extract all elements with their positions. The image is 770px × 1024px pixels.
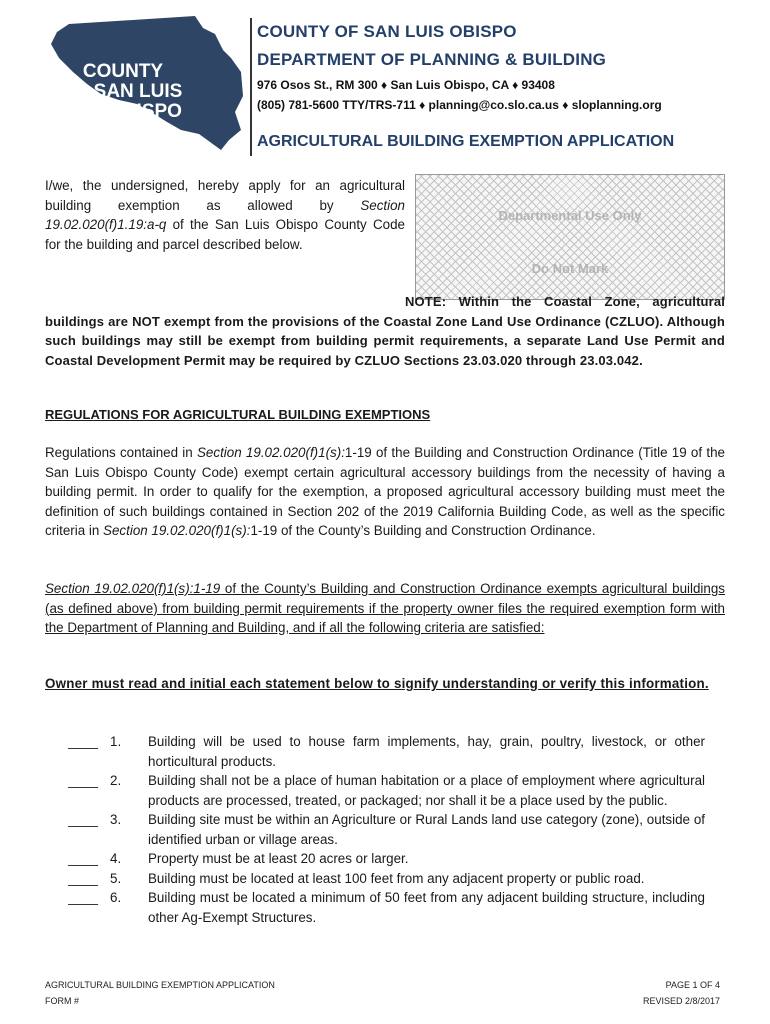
- item-number: 6.: [110, 890, 122, 905]
- exemption-criteria-paragraph: [45, 579, 725, 638]
- item-number: 4.: [110, 851, 122, 866]
- intro-paragraph: [45, 176, 405, 254]
- intro-text-c: of the San Luis Obispo County Code for the building and parcel described below.: [45, 217, 405, 252]
- departmental-use-label: Departmental Use Only: [498, 208, 642, 223]
- note-spacer: [45, 292, 405, 296]
- footer-form-title: AGRICULTURAL BUILDING EXEMPTION APPLICATION: [45, 980, 275, 990]
- list-item: [45, 869, 705, 889]
- list-item: [45, 810, 705, 849]
- contact-line: (805) 781-5600 TTY/TRS-711 ♦ planning@co.slo.ca.us ♦ sloplanning.org: [257, 98, 662, 112]
- initial-blank[interactable]: ____: [68, 890, 98, 905]
- footer-page-number: PAGE 1 OF 4: [665, 980, 720, 990]
- list-item: [45, 771, 705, 810]
- criteria-list: [45, 732, 705, 927]
- item-number: 1.: [110, 734, 122, 749]
- regs-section-ref-2: Section 19.02.020(f)1(s):: [103, 523, 251, 538]
- item-text: Building shall not be a place of human habitation or a place of employment where agricultural products are processed, treated, or packaged; nor shall it be a place used by the public.: [148, 773, 705, 808]
- address-line: 976 Osos St., RM 300 ♦ San Luis Obispo, CA ♦ 93408: [257, 78, 555, 92]
- logo-text-san-luis: SAN LUIS: [93, 81, 183, 102]
- footer-revision-date: REVISED 2/8/2017: [642, 996, 720, 1006]
- initial-blank[interactable]: ____: [68, 851, 98, 866]
- item-text: Building site must be within an Agriculture or Rural Lands land use category (zone), outside of identified urban or village areas.: [148, 812, 705, 847]
- coastal-zone-note: [45, 292, 725, 370]
- department-name: DEPARTMENT OF PLANNING & BUILDING: [257, 50, 607, 69]
- intro-section-ref: Section 19.02.020(f)1.19:a-q: [45, 197, 405, 232]
- initial-blank[interactable]: ____: [68, 773, 98, 788]
- regs-text-c: 1-19 of the Building and Construction Ordinance (Title 19 of the San Luis Obispo County Code) exempt certain agricultural accessory buildings from the necessity of having a building permit. In order to qualify for the exemption, a proposed agricultural accessory building must meet the definition of such buildings contained in Section 202 of the 2019 California Building Code, as well as the specific criteria in: [45, 445, 725, 538]
- item-text: Building must be located at least 100 feet from any adjacent property or public road.: [148, 870, 645, 886]
- logo-text-county: COUNTY: [82, 61, 164, 82]
- initial-blank[interactable]: ____: [68, 870, 98, 886]
- logo-text-of: of: [85, 88, 93, 98]
- criteria-section-ref: Section 19.02.020(f)1(s):1-19: [45, 581, 221, 596]
- list-item: [45, 849, 705, 869]
- item-number: 2.: [110, 773, 122, 788]
- logo-text-obispo: OBISPO: [108, 101, 182, 122]
- list-item: [45, 732, 705, 771]
- regs-section-ref-1: Section 19.02.020(f)1(s):: [197, 445, 345, 460]
- page-title: AGRICULTURAL BUILDING EXEMPTION APPLICATION: [257, 133, 675, 150]
- item-number: 3.: [110, 812, 122, 827]
- do-not-mark-label: Do Not Mark: [531, 261, 609, 276]
- intro-text-a: I/we, the undersigned, hereby apply for an agricultural building exemption as allowed by: [45, 178, 405, 213]
- regs-text-e: 1-19 of the County’s Building and Construction Ordinance.: [250, 523, 596, 538]
- regulations-paragraph: [45, 443, 725, 541]
- item-text: Property must be at least 20 acres or larger.: [148, 851, 409, 866]
- criteria-text: of the County’s Building and Construction Ordinance exempts agricultural buildings (as defined above) from building permit requirements if the property owner files the required exemption form with the Department of Planning and Building, and if all the following criteria are satisfied:: [45, 581, 725, 635]
- county-name: COUNTY OF SAN LUIS OBISPO: [257, 22, 517, 41]
- initial-blank[interactable]: ____: [68, 734, 98, 749]
- regulations-heading: REGULATIONS FOR AGRICULTURAL BUILDING EXEMPTIONS: [45, 407, 431, 422]
- item-text: Building must be located a minimum of 50 feet from any adjacent building structure, including other Ag-Exempt Structures.: [148, 890, 705, 925]
- footer-form-number: FORM #: [45, 996, 80, 1006]
- note-text: NOTE: Within the Coastal Zone, agricultural buildings are NOT exempt from the provisions of the Coastal Zone Land Use Ordinance (CZLUO). Although such buildings may still be exempt from building permit requirements, a separate Land Use Permit and Coastal Development Permit may be required by CZLUO Sections 23.03.020 through 23.03.042.: [45, 294, 725, 368]
- header-divider: [250, 18, 252, 156]
- item-number: 5.: [110, 870, 122, 886]
- initial-blank[interactable]: ____: [68, 812, 98, 827]
- departmental-use-box: [415, 174, 725, 300]
- county-logo: [45, 14, 245, 152]
- regs-text-a: Regulations contained in: [45, 445, 197, 460]
- list-item: [45, 888, 705, 927]
- item-text: Building will be used to house farm implements, hay, grain, poultry, livestock, or other horticultural products.: [148, 734, 705, 769]
- owner-instructions: Owner must read and initial each statement below to signify understanding or verify this information.: [45, 676, 709, 691]
